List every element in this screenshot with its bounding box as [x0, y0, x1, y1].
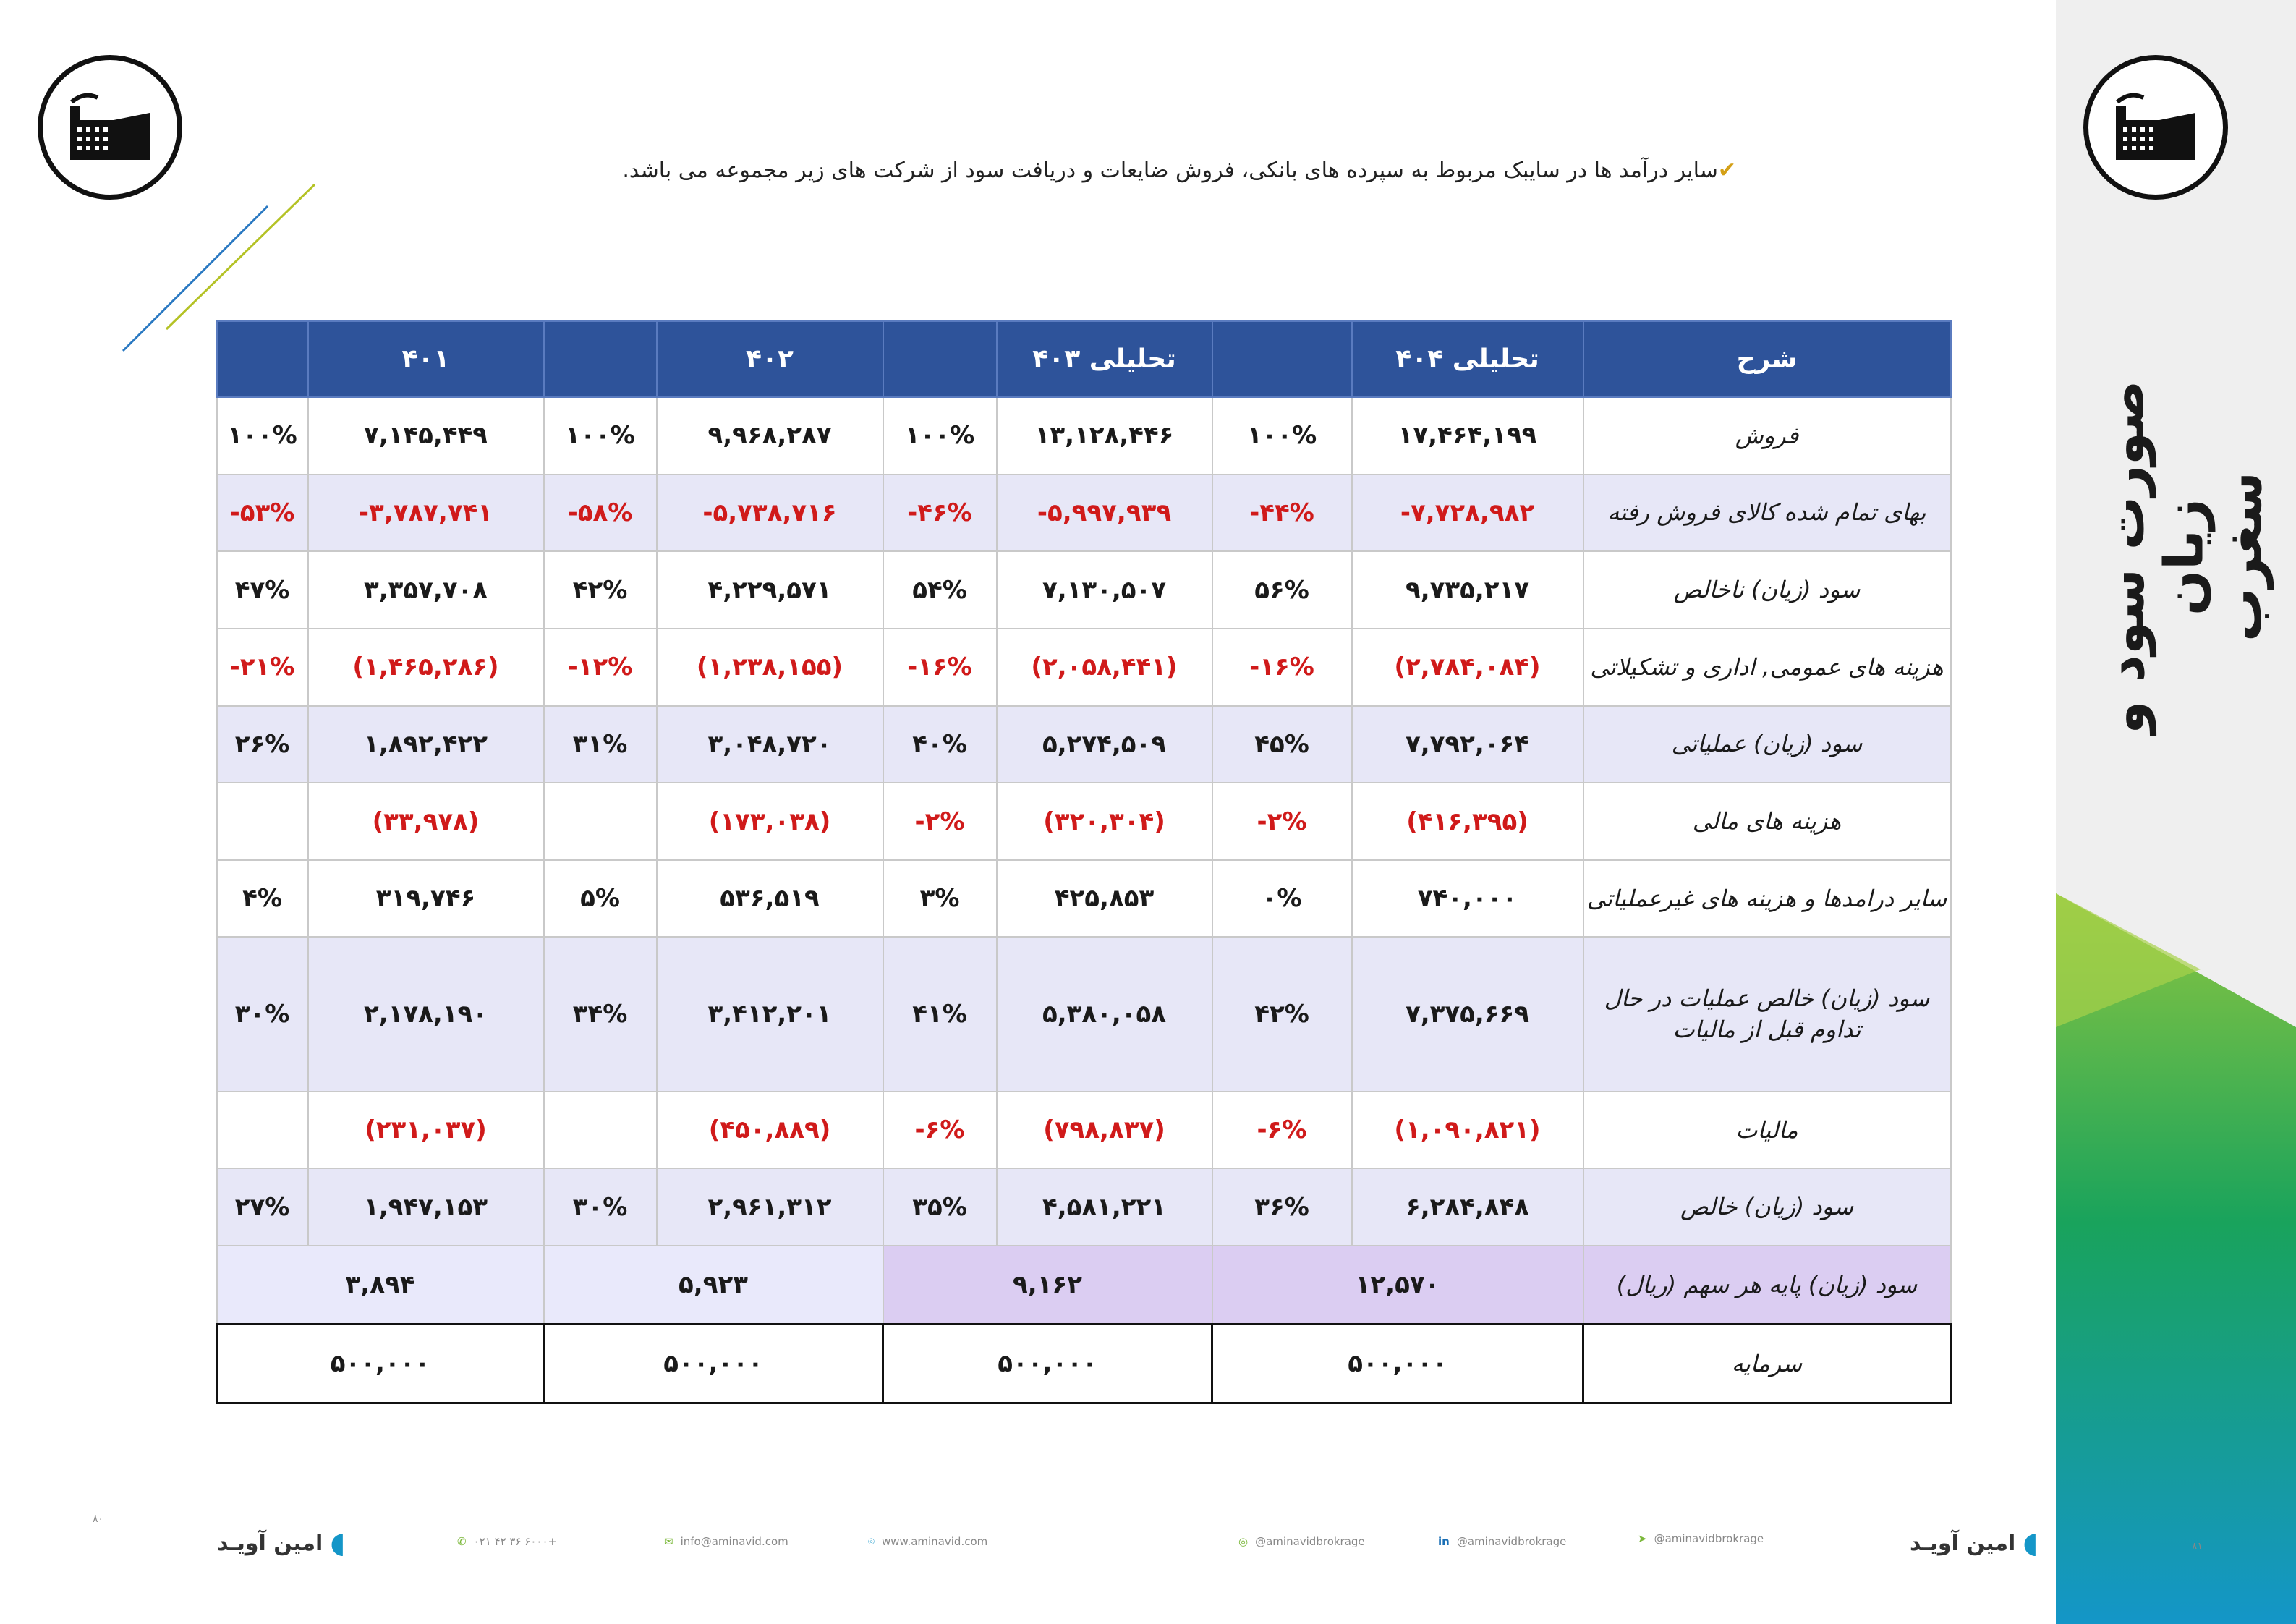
table-row [217, 551, 1951, 629]
cell-value-402: ۴,۲۲۹,۵۷۱ [657, 551, 883, 629]
header-404: تحلیلی ۴۰۴ [1352, 321, 1583, 397]
cell-value-404: ۱۷,۴۶۴,۱۹۹ [1352, 397, 1583, 475]
cell-percent-403: ۳% [883, 860, 997, 938]
cell-value-401: ۳,۳۵۷,۷۰۸ [308, 551, 544, 629]
cell-value-401: ۲,۱۷۸,۱۹۰ [308, 937, 544, 1091]
row-label: هزینه های مالی [1583, 783, 1951, 860]
table-row [217, 706, 1951, 783]
cell-value-401: (۳۳,۹۷۸) [308, 783, 544, 860]
cell-percent-402: ۳۱% [544, 706, 657, 783]
cell-percent-404: -۲% [1212, 783, 1352, 860]
footer-telegram[interactable]: ➤ @aminavidbrokrage [1638, 1532, 1764, 1545]
cell-value-402: -۵,۷۳۸,۷۱۶ [657, 475, 883, 552]
cell-percent-403: ۴۰% [883, 706, 997, 783]
eps-402: ۵,۹۲۳ [544, 1246, 883, 1325]
right-sidebar [2056, 0, 2296, 1624]
cell-value-401: ۱,۹۴۷,۱۵۳ [308, 1168, 544, 1246]
header-402: ۴۰۲ [657, 321, 883, 397]
brand-mark-icon: ◖ [330, 1526, 346, 1560]
cell-percent-401: ۲۶% [217, 706, 308, 783]
title-line-1: صورت سود و زیان [2093, 380, 2216, 734]
table-row [217, 475, 1951, 552]
capital-401: ۵۰۰,۰۰۰ [217, 1325, 544, 1403]
cell-percent-402: ۱۰۰% [544, 397, 657, 475]
cell-percent-404: ۳۶% [1212, 1168, 1352, 1246]
cell-value-402: ۳,۴۱۲,۲۰۱ [657, 937, 883, 1091]
cell-value-402: ۵۳۶,۵۱۹ [657, 860, 883, 938]
factory-icon [63, 88, 157, 167]
footer-email[interactable]: ✉ info@aminavid.com [664, 1535, 788, 1548]
cell-percent-404: ۱۰۰% [1212, 397, 1352, 475]
row-label: بهای تمام شده کالای فروش رفته [1583, 475, 1951, 552]
cell-percent-401: ۱۰۰% [217, 397, 308, 475]
cell-percent-404: ۴۲% [1212, 937, 1352, 1091]
mouse-icon: ⌾ [868, 1535, 875, 1548]
page-title [2093, 340, 2274, 774]
phone-icon: ✆ [457, 1535, 467, 1548]
cell-percent-403: -۲% [883, 783, 997, 860]
cell-percent-402: ۳۰% [544, 1168, 657, 1246]
row-label: سود (زیان) خالص عملیات در حال تداوم قبل از مالیات [1583, 937, 1951, 1091]
eps-403: ۹,۱۶۲ [883, 1246, 1212, 1325]
header-desc: شرح [1583, 321, 1951, 397]
cell-value-402: (۴۵۰,۸۸۹) [657, 1092, 883, 1169]
cell-value-404: (۴۱۶,۳۹۵) [1352, 783, 1583, 860]
cell-value-403: ۴,۵۸۱,۲۲۱ [997, 1168, 1212, 1246]
capital-label: سرمایه [1583, 1325, 1951, 1403]
row-label: فروش [1583, 397, 1951, 475]
cell-percent-402: ۵% [544, 860, 657, 938]
eps-label: سود (زیان) پایه هر سهم (ریال) [1583, 1246, 1951, 1325]
footer-website[interactable]: ⌾ www.aminavid.com [868, 1535, 988, 1548]
table-row [217, 860, 1951, 938]
cell-percent-404: -۴۴% [1212, 475, 1352, 552]
table-row [217, 1168, 1951, 1246]
cell-percent-402: -۵۸% [544, 475, 657, 552]
table-header-row [217, 321, 1951, 397]
cell-value-403: ۴۲۵,۸۵۳ [997, 860, 1212, 938]
cell-value-402: (۱۷۳,۰۳۸) [657, 783, 883, 860]
header-403: تحلیلی ۴۰۳ [997, 321, 1212, 397]
cell-value-403: (۲,۰۵۸,۴۴۱) [997, 629, 1212, 706]
cell-percent-401 [217, 783, 308, 860]
linkedin-icon: in [1438, 1535, 1450, 1548]
cell-value-401: (۱,۴۶۵,۲۸۶) [308, 629, 544, 706]
capital-404: ۵۰۰,۰۰۰ [1212, 1325, 1583, 1403]
brand-logo-left: امین آویـد ◖ [217, 1526, 346, 1560]
cell-percent-403: ۵۴% [883, 551, 997, 629]
company-logo-left [38, 55, 182, 200]
instagram-icon: ◎ [1238, 1535, 1249, 1548]
cell-percent-403: -۱۶% [883, 629, 997, 706]
row-label: سود (زیان) خالص [1583, 1168, 1951, 1246]
cell-percent-404: ۵۶% [1212, 551, 1352, 629]
cell-percent-403: -۴۶% [883, 475, 997, 552]
note-text: ✔سایر درآمد ها در سایبک مربوط به سپرده های بانکی، فروش ضایعات و دریافت سود از شرکت های زیر مجموعه می باشد. [622, 158, 1736, 183]
mail-icon: ✉ [664, 1535, 673, 1548]
eps-404: ۱۲,۵۷۰ [1212, 1246, 1583, 1325]
cell-value-404: ۷,۷۹۲,۰۶۴ [1352, 706, 1583, 783]
table-row [217, 783, 1951, 860]
company-logo-right [2083, 55, 2228, 200]
factory-icon [2109, 88, 2203, 167]
cell-percent-401: ۲۷% [217, 1168, 308, 1246]
telegram-icon: ➤ [1638, 1532, 1647, 1545]
cell-percent-402: ۳۴% [544, 937, 657, 1091]
capital-403: ۵۰۰,۰۰۰ [883, 1325, 1212, 1403]
cell-value-404: -۷,۷۲۸,۹۸۲ [1352, 475, 1583, 552]
page-number-right: ۸۱ [2192, 1541, 2203, 1552]
cell-value-403: -۵,۹۹۷,۹۳۹ [997, 475, 1212, 552]
cell-value-404: (۲,۷۸۴,۰۸۴) [1352, 629, 1583, 706]
cell-percent-403: ۱۰۰% [883, 397, 997, 475]
cell-percent-403: ۴۱% [883, 937, 997, 1091]
cell-value-401: (۲۳۱,۰۳۷) [308, 1092, 544, 1169]
cell-value-403: (۳۲۰,۳۰۴) [997, 783, 1212, 860]
eps-row [217, 1246, 1951, 1325]
footer-linkedin[interactable]: in @aminavidbrokrage [1438, 1535, 1567, 1548]
cell-value-401: ۱,۸۹۲,۴۲۲ [308, 706, 544, 783]
cell-value-401: ۳۱۹,۷۴۶ [308, 860, 544, 938]
table-row [217, 397, 1951, 475]
cell-percent-401: ۳۰% [217, 937, 308, 1091]
cell-percent-401: ۴% [217, 860, 308, 938]
cell-value-403: ۱۳,۱۲۸,۴۴۶ [997, 397, 1212, 475]
row-label: سود (زیان) عملیاتی [1583, 706, 1951, 783]
table-row [217, 1092, 1951, 1169]
cell-percent-403: -۶% [883, 1092, 997, 1169]
capital-402: ۵۰۰,۰۰۰ [544, 1325, 883, 1403]
cell-value-402: ۲,۹۶۱,۳۱۲ [657, 1168, 883, 1246]
cell-value-404: ۹,۷۳۵,۲۱۷ [1352, 551, 1583, 629]
cell-value-401: -۳,۷۸۷,۷۴۱ [308, 475, 544, 552]
cell-value-402: ۳,۰۴۸,۷۲۰ [657, 706, 883, 783]
cell-value-403: ۷,۱۳۰,۵۰۷ [997, 551, 1212, 629]
brand-mark-icon: ◖ [2023, 1526, 2038, 1560]
header-401: ۴۰۱ [308, 321, 544, 397]
cell-value-404: ۷,۳۷۵,۶۶۹ [1352, 937, 1583, 1091]
cell-value-403: (۷۹۸,۸۳۷) [997, 1092, 1212, 1169]
cell-value-404: ۷۴۰,۰۰۰ [1352, 860, 1583, 938]
cell-percent-404: -۶% [1212, 1092, 1352, 1169]
check-icon: ✔ [1717, 158, 1736, 183]
cell-value-401: ۷,۱۴۵,۴۴۹ [308, 397, 544, 475]
income-statement-table [216, 320, 1952, 1404]
sidebar-gradient-shape [2056, 0, 2296, 1624]
brand-logo-right: امین آویـد ◖ [1910, 1526, 2038, 1560]
cell-percent-404: ۰% [1212, 860, 1352, 938]
row-label: سود (زیان) ناخالص [1583, 551, 1951, 629]
cell-percent-402 [544, 1092, 657, 1169]
page-number-left: ۸۰ [93, 1513, 104, 1525]
cell-value-404: ۶,۲۸۴,۸۴۸ [1352, 1168, 1583, 1246]
table-row [217, 629, 1951, 706]
row-label: سایر درامدها و هزینه های غیرعملیاتی [1583, 860, 1951, 938]
cell-percent-404: ۴۵% [1212, 706, 1352, 783]
cell-percent-401: -۵۳% [217, 475, 308, 552]
cell-percent-403: ۳۵% [883, 1168, 997, 1246]
title-line-2: سغرب [2211, 472, 2274, 642]
cell-percent-402: ۴۲% [544, 551, 657, 629]
row-label: هزینه های عمومی, اداری و تشکیلاتی [1583, 629, 1951, 706]
capital-row [217, 1325, 1951, 1403]
cell-value-403: ۵,۲۷۴,۵۰۹ [997, 706, 1212, 783]
cell-percent-401 [217, 1092, 308, 1169]
cell-value-402: ۹,۹۶۸,۲۸۷ [657, 397, 883, 475]
footer-phone: ✆ ۰۲۱ ۴۲ ۳۶ ۶۰۰۰+ [457, 1535, 558, 1548]
eps-401: ۳,۸۹۴ [217, 1246, 544, 1325]
footer-instagram[interactable]: ◎ @aminavidbrokrage [1238, 1535, 1365, 1548]
table-row [217, 937, 1951, 1091]
cell-value-403: ۵,۳۸۰,۰۵۸ [997, 937, 1212, 1091]
cell-percent-401: ۴۷% [217, 551, 308, 629]
cell-percent-402 [544, 783, 657, 860]
cell-value-404: (۱,۰۹۰,۸۲۱) [1352, 1092, 1583, 1169]
cell-percent-404: -۱۶% [1212, 629, 1352, 706]
cell-percent-401: -۲۱% [217, 629, 308, 706]
cell-percent-402: -۱۲% [544, 629, 657, 706]
cell-value-402: (۱,۲۳۸,۱۵۵) [657, 629, 883, 706]
row-label: مالیات [1583, 1092, 1951, 1169]
